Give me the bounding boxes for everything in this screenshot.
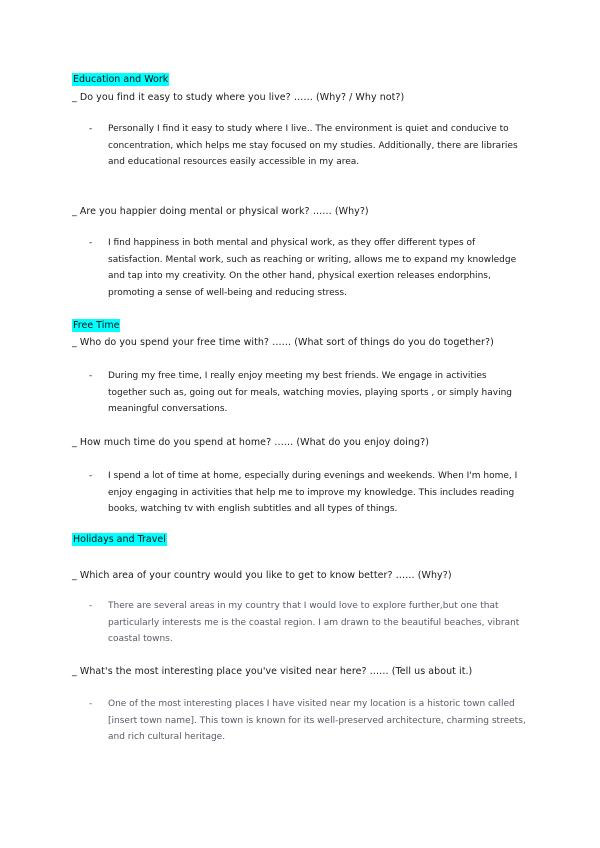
answer-most-interesting-place: One of the most interesting places I have visited near my location is a historic town called [insert town name]. This town is known for its well-preserved architecture, charming streets, and rich cultural heritage. bbox=[108, 699, 526, 742]
question-mental-or-physical-work: _ Are you happier doing mental or physical work? …… (Why?) bbox=[72, 206, 369, 217]
answer-spend-free-time-with: During my free time, I really enjoy meeting my best friends. We engage in activities together such as, going out for meals, watching movies, playing sports , or simply having meaningful conversations. bbox=[108, 371, 513, 414]
answer-bullet: - bbox=[89, 238, 93, 248]
answer-area-of-country: There are several areas in my country that I would love to explore further,but one that particularly interests me is the coastal region. I am drawn to the beautiful beaches, vibrant coastal towns. bbox=[108, 601, 520, 644]
question-time-at-home: _ How much time do you spend at home? …… (What do you enjoy doing?) bbox=[72, 437, 429, 448]
answer-bullet: - bbox=[89, 371, 93, 381]
answer-bullet: - bbox=[89, 471, 93, 481]
answer-bullet: - bbox=[89, 601, 93, 611]
answer-mental-or-physical-work: I find happiness in both mental and physical work, as they offer different types of satisfaction. Mental work, such as reaching or writing, allows me to expand my knowledge and tap into my creativity. On the other hand, physical exertion releases endorphins, promoting a sense of well-being and reducing stress. bbox=[108, 238, 517, 298]
question-study-where-you-live: _ Do you find it easy to study where you live? …… (Why? / Why not?) bbox=[72, 92, 405, 103]
question-most-interesting-place: _ What's the most interesting place you've visited near here? …… (Tell us about it.) bbox=[72, 666, 473, 677]
answer-time-at-home: I spend a lot of time at home, especially during evenings and weekends. When I'm home, I enjoy engaging in activities that help me to improve my knowledge. This includes reading books, watching tv with english subtitles and all types of things. bbox=[108, 471, 518, 514]
section-heading-education-and-work: Education and Work bbox=[73, 74, 169, 85]
answer-study-where-you-live: Personally I find it easy to study where I live.. The environment is quiet and conducive to concentration, which helps me stay focused on my studies. Additionally, there are libraries and educational resources easily accessible in my area. bbox=[108, 124, 518, 167]
section-heading-free-time: Free Time bbox=[73, 320, 120, 331]
answer-bullet: - bbox=[89, 699, 93, 709]
section-heading-holidays-and-travel: Holidays and Travel bbox=[73, 534, 166, 545]
question-spend-free-time-with: _ Who do you spend your free time with? …… (What sort of things do you do together?) bbox=[72, 337, 494, 348]
answer-bullet: - bbox=[89, 124, 93, 134]
question-area-of-country: _ Which area of your country would you like to get to know better? …… (Why?) bbox=[72, 570, 452, 581]
